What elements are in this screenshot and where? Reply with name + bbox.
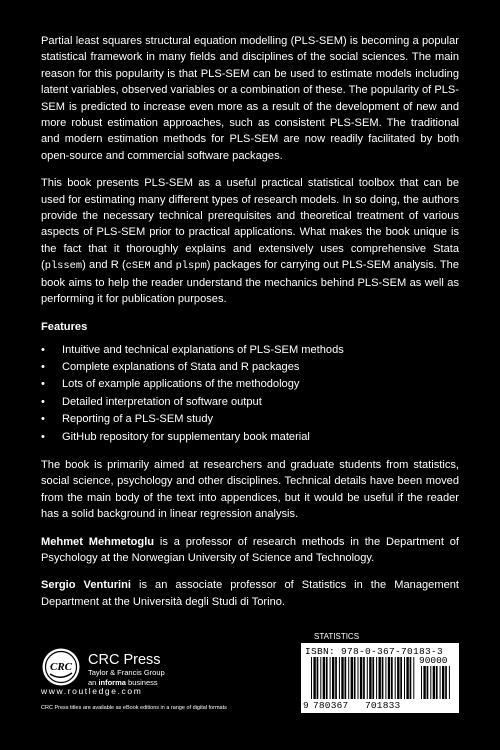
barcode-bar: [427, 666, 429, 699]
barcode-bar: [354, 657, 356, 699]
author-bio-1: [41, 534, 459, 567]
barcode-lead-digit: 9: [303, 700, 309, 711]
summary-text-a: This book presents PLS-SEM as a useful practical statistical toolbox that can be used for estimating many different types of research models. In so doing, the authors provide the necessary technical prerequisites and theoretical treatment of various aspects of PLS-SEM prior to practical applications. What makes the book unique is the fact that it thoroughly explains and extensively uses comprehensive Stata (: [41, 177, 459, 272]
barcode-bar: [413, 657, 414, 699]
bullet-icon: •: [41, 360, 45, 373]
barcode-bar: [311, 657, 312, 699]
feature-text: Complete explanations of Stata and R packages: [62, 360, 300, 373]
subject-category: STATISTICS: [314, 632, 360, 641]
barcode-bar: [363, 657, 365, 699]
barcode-bar: [410, 657, 412, 699]
barcode-bar: [313, 657, 315, 699]
barcode-bar: [326, 657, 328, 699]
barcode-addon-bars-icon: [421, 666, 453, 699]
feature-item: [41, 429, 459, 446]
barcode-bar: [372, 657, 374, 699]
barcode-bar: [433, 666, 435, 699]
feature-text: Intuitive and technical explanations of PLS-SEM methods: [62, 343, 344, 356]
author-name: Sergio Venturini: [41, 579, 131, 592]
summary-text-d: ) packages for carrying out PLS-SEM analysis. The book aims to help the reader understand the mechanics behind PLS-SEM as well as performing it for publication purposes.: [41, 259, 459, 306]
barcode-bar: [358, 657, 359, 699]
package-plspm: plspm: [175, 260, 207, 273]
barcode-bar: [348, 657, 349, 699]
publisher-name: CRC Press: [88, 652, 161, 668]
ebook-note: CRC Press titles are available as eBook editions in a range of digital formats: [41, 705, 227, 711]
feature-text: Detailed interpretation of software output: [62, 395, 262, 408]
barcode-bar: [430, 666, 431, 699]
barcode-bar: [379, 657, 381, 699]
features-heading: Features: [41, 320, 88, 333]
paragraph-intro: Partial least squares structural equation modelling (PLS-SEM) is becoming a popular statistical framework in many fields and disciplines of the social sciences. The main reason for this popularity is that PLS-SEM can be used to estimate models including latent variables, observed variables or a combination of these. The popularity of PLS-SEM is predicted to increase even more as a result of the development of new and more robust estimation approaches, such as consistent PLS-SEM. The traditional and modern estimation methods for PLS-SEM are now readily facilitated by both open-source and commercial software packages.: [41, 35, 459, 162]
bullet-icon: •: [41, 395, 45, 408]
bullet-icon: •: [41, 378, 45, 391]
author-bio-text: is an associate professor of Statistics in the Management Department at the Università degli Studi di Torino.: [41, 579, 459, 608]
barcode-bar: [400, 657, 402, 699]
author-name: Mehmet Mehmetoglu: [41, 535, 155, 548]
barcode-bar: [376, 657, 377, 699]
feature-text: GitHub repository for supplementary book material: [62, 430, 310, 443]
feature-item: [41, 394, 459, 411]
package-csem: cSEM: [125, 260, 151, 273]
barcode-bar: [382, 657, 384, 699]
crc-press-logo-icon: [41, 647, 81, 687]
barcode-bar: [351, 657, 353, 699]
publisher-website[interactable]: www.routledge.com: [41, 686, 143, 696]
barcode-bar: [323, 657, 325, 699]
barcode-bar: [345, 657, 347, 699]
barcode-bar: [341, 657, 343, 699]
feature-item: [41, 342, 459, 359]
logo-text: CRC: [49, 661, 73, 673]
barcode-bar: [335, 657, 337, 699]
barcode-bar: [397, 657, 399, 699]
business-name: informa: [98, 678, 126, 687]
barcode-bar: [385, 657, 386, 699]
barcode-bar: [369, 657, 371, 699]
summary-text-b: ) and R (: [82, 259, 126, 272]
barcode-bar: [317, 657, 319, 699]
barcode-bars-icon: [311, 657, 417, 699]
barcode-bar: [449, 666, 450, 699]
barcode-bar: [320, 657, 321, 699]
barcode-bar: [395, 657, 396, 699]
barcode-bar: [388, 657, 390, 699]
isbn-label: ISBN: 978-0-367-70183-3: [305, 646, 444, 657]
feature-text: Lots of example applications of the methodology: [62, 378, 300, 391]
summary-text-c: and: [150, 259, 176, 272]
barcode-bar: [404, 657, 405, 699]
barcode-bar: [360, 657, 362, 699]
barcode-digit-group-2: 701833: [365, 700, 401, 711]
isbn-barcode: [301, 643, 459, 713]
paragraph-audience: The book is primarily aimed at researchers and graduate students from statistics, social science, psychology and other disciplines. Technical details have been moved from the main body of the text into appendices, but it would be useful if the reader has a solid background in linear regression analysis.: [41, 458, 459, 521]
bullet-icon: •: [41, 343, 45, 356]
paragraph-book-summary: [41, 175, 459, 307]
back-cover-text: [41, 33, 459, 610]
author-bio-text: is a professor of research methods in the Department of Psychology at the Norwegian University of Science and Technology.: [41, 535, 460, 564]
publisher-group: Taylor & Francis Group: [88, 668, 165, 677]
author-bio-2: [41, 577, 459, 610]
feature-item: [41, 411, 459, 428]
feature-item: [41, 376, 459, 393]
barcode-bar: [445, 666, 447, 699]
package-plssem: plssem: [44, 260, 83, 273]
barcode-digit-group-1: 780367: [313, 700, 349, 711]
barcode-bar: [421, 666, 422, 699]
barcode-bar: [330, 657, 331, 699]
feature-item: [41, 359, 459, 376]
barcode-bar: [436, 666, 438, 699]
business-prefix: an: [88, 678, 99, 687]
feature-text: Reporting of a PLS-SEM study: [62, 413, 214, 426]
barcode-addon-number: 90000: [419, 655, 448, 666]
barcode-bar: [332, 657, 334, 699]
bullet-icon: •: [41, 413, 45, 426]
publisher-block: [88, 652, 165, 688]
barcode-bar: [406, 657, 408, 699]
barcode-bar: [391, 657, 393, 699]
barcode-bar: [440, 666, 441, 699]
barcode-bar: [367, 657, 368, 699]
barcode-bar: [442, 666, 444, 699]
barcode-bar: [339, 657, 340, 699]
barcode-bar: [423, 666, 425, 699]
features-list: [41, 342, 459, 446]
business-suffix: business: [125, 678, 158, 687]
bullet-icon: •: [41, 430, 45, 443]
